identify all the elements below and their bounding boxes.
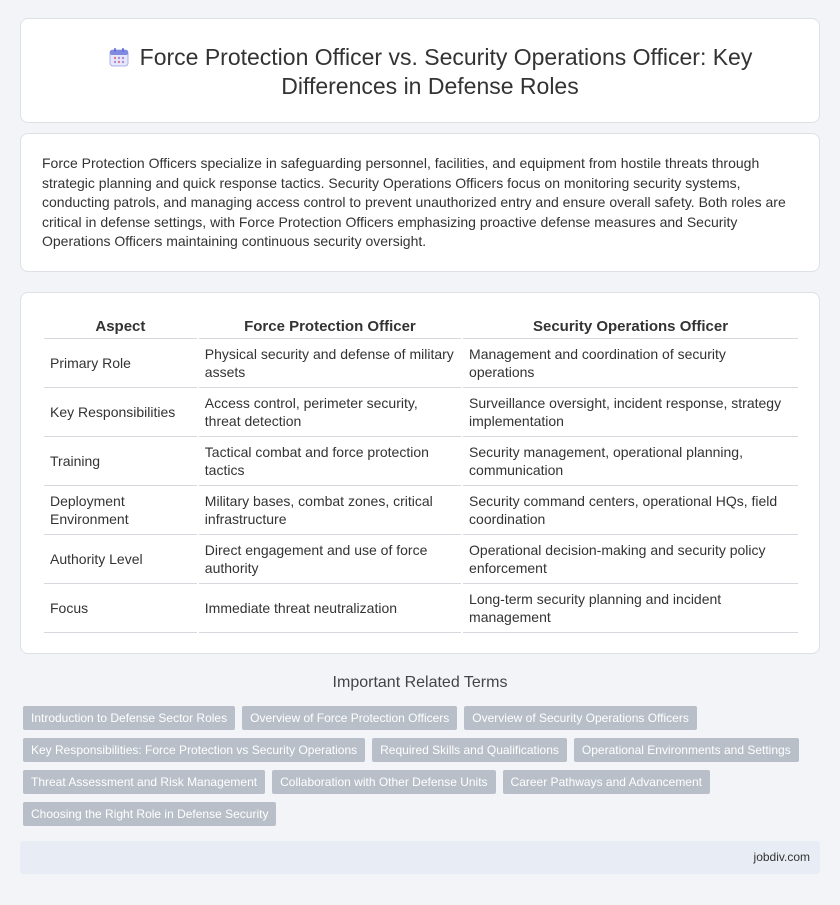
related-term-tag[interactable]: Overview of Force Protection Officers (242, 706, 457, 730)
row-security-operations: Operational decision-making and security policy enforcement (463, 535, 798, 584)
related-terms-title: Important Related Terms (332, 674, 508, 691)
page-title-wrap (81, 43, 779, 101)
related-term-tag[interactable]: Key Responsibilities: Force Protection vs Security Operations (23, 738, 365, 762)
related-term-tag[interactable]: Overview of Security Operations Officers (464, 706, 697, 730)
row-force-protection: Military bases, combat zones, critical infrastructure (199, 486, 461, 535)
row-aspect: Authority Level (44, 535, 197, 584)
header-security-operations: Security Operations Officer (463, 315, 798, 339)
table-row (44, 486, 798, 535)
related-term-tag[interactable]: Career Pathways and Advancement (503, 770, 710, 794)
row-aspect: Training (44, 437, 197, 486)
page-title: Force Protection Officer vs. Security Operations Officer: Key Differences in Defense Roles (139, 44, 753, 99)
header-aspect: Aspect (44, 315, 197, 339)
related-term-tag[interactable]: Required Skills and Qualifications (372, 738, 567, 762)
row-security-operations: Security command centers, operational HQs, field coordination (463, 486, 798, 535)
footer (20, 841, 820, 874)
table-row (44, 388, 798, 437)
row-security-operations: Security management, operational planning, communication (463, 437, 798, 486)
intro-card (20, 133, 820, 272)
row-force-protection: Tactical combat and force protection tactics (199, 437, 461, 486)
tag-row (23, 738, 803, 762)
header-force-protection: Force Protection Officer (199, 315, 461, 339)
table-header-row (44, 315, 798, 339)
tag-row (23, 770, 803, 794)
related-term-tag[interactable]: Choosing the Right Role in Defense Security (23, 802, 276, 826)
footer-site-link[interactable]: jobdiv.com (753, 850, 810, 864)
title-card (20, 18, 820, 123)
row-force-protection: Direct engagement and use of force authority (199, 535, 461, 584)
table-row (44, 535, 798, 584)
row-force-protection: Access control, perimeter security, threat detection (199, 388, 461, 437)
row-aspect: Deployment Environment (44, 486, 197, 535)
row-security-operations: Long-term security planning and incident management (463, 584, 798, 633)
comparison-table-card (20, 292, 820, 654)
related-term-tag[interactable]: Operational Environments and Settings (574, 738, 799, 762)
table-row (44, 339, 798, 388)
tag-row (23, 706, 803, 730)
row-aspect: Key Responsibilities (44, 388, 197, 437)
related-terms-tags (23, 706, 803, 834)
related-term-tag[interactable]: Introduction to Defense Sector Roles (23, 706, 235, 730)
row-security-operations: Management and coordination of security operations (463, 339, 798, 388)
comparison-table (42, 315, 800, 633)
row-security-operations: Surveillance oversight, incident response, strategy implementation (463, 388, 798, 437)
table-row (44, 437, 798, 486)
row-aspect: Focus (44, 584, 197, 633)
tag-row (23, 802, 803, 826)
row-aspect: Primary Role (44, 339, 197, 388)
calendar-icon (108, 46, 130, 68)
row-force-protection: Physical security and defense of military assets (199, 339, 461, 388)
related-term-tag[interactable]: Collaboration with Other Defense Units (272, 770, 495, 794)
intro-paragraph: Force Protection Officers specialize in safeguarding personnel, facilities, and equipment from hostile threats through strategic planning and quick response tactics. Security Operations Officers focus on monitoring security systems, conducting patrols, and managing access control to prevent unauthorized entry and ensure overall safety. Both roles are critical in defense settings, with Force Protection Officers emphasizing proactive defense measures and Security Operations Officers maintaining continuous security oversight. (42, 155, 786, 249)
row-force-protection: Immediate threat neutralization (199, 584, 461, 633)
table-row (44, 584, 798, 633)
related-term-tag[interactable]: Threat Assessment and Risk Management (23, 770, 265, 794)
